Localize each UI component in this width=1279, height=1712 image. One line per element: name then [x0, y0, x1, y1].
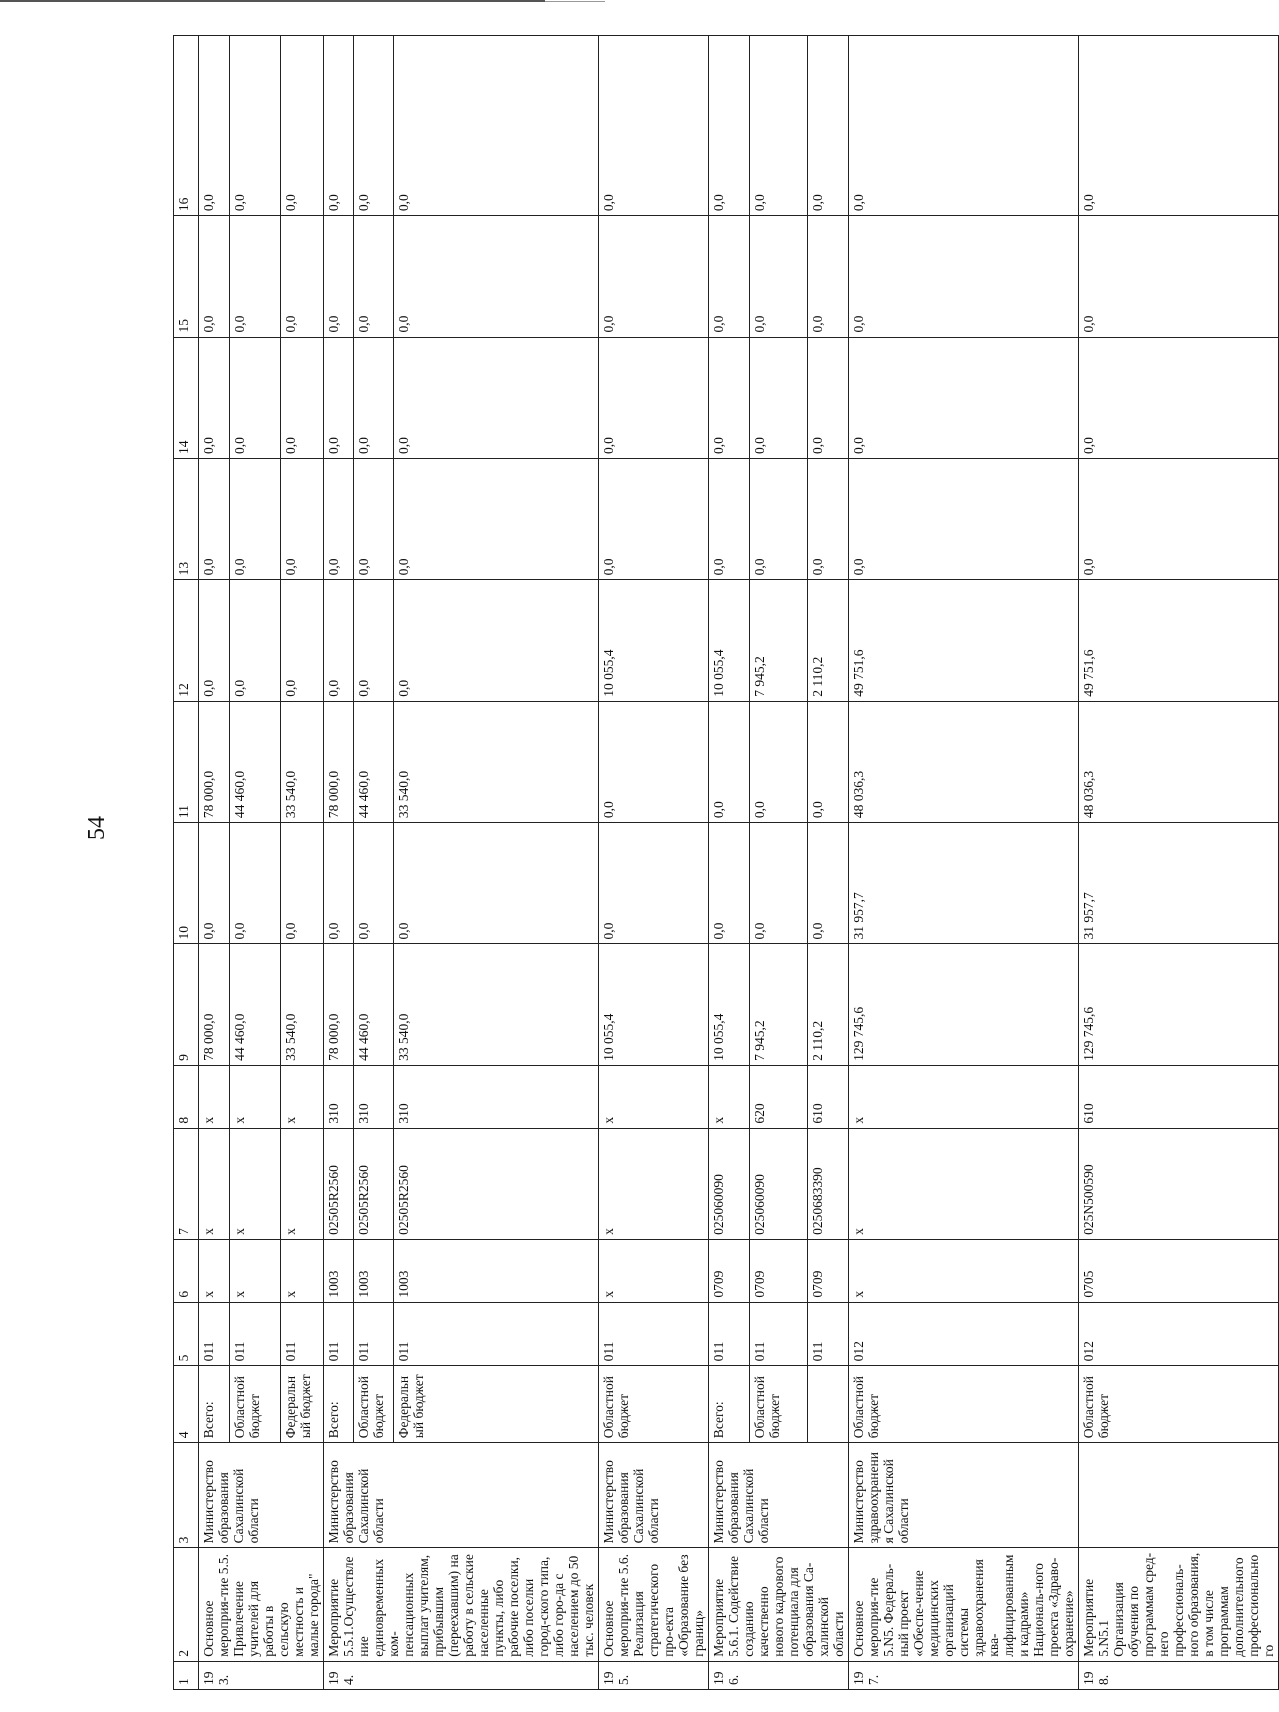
value-cell-c5: 012	[849, 1302, 1079, 1366]
header-cell: 4	[174, 1366, 199, 1443]
value-cell-c8: x	[709, 1065, 750, 1128]
value-cell-c6: 1003	[324, 1239, 354, 1302]
value-cell-c5: 011	[280, 1302, 323, 1366]
header-cell: 11	[174, 701, 199, 822]
value-cell-c13: 0,0	[229, 458, 280, 579]
header-cell: 6	[174, 1239, 199, 1302]
value-cell-c10: 0,0	[709, 823, 750, 944]
value-cell-c16: 0,0	[709, 36, 750, 216]
header-cell: 13	[174, 458, 199, 579]
value-cell-c11: 48 036,3	[1079, 701, 1279, 822]
value-cell-c7: x	[849, 1128, 1079, 1239]
measure-name: Основное мероприя-тие 5.N5. Федераль-ный проект «Обеспе-чение медицинских организаций системы здравоохранения ква-лифицированными кадрами» Националь-ного проекта «Здраво-охранение»	[849, 1548, 1079, 1661]
top-rule	[0, 0, 545, 2]
value-cell-c7: 02505R2560	[324, 1128, 354, 1239]
value-cell-c7: 0250683390	[807, 1128, 848, 1239]
value-cell-c14: 0,0	[709, 337, 750, 458]
table-row	[807, 36, 848, 1690]
value-cell-c10: 0,0	[199, 823, 230, 944]
header-cell: 7	[174, 1128, 199, 1239]
value-cell-c9: 7 945,2	[750, 944, 808, 1065]
value-cell-c7: x	[199, 1128, 230, 1239]
row-number: 194.	[324, 1661, 599, 1689]
executor: Министерство здравоохранения Сахалинской области	[849, 1443, 1079, 1548]
value-cell-c15: 0,0	[1079, 216, 1279, 337]
executor: Министерство образования Сахалинской области	[199, 1443, 324, 1548]
value-cell-c8: 610	[807, 1065, 848, 1128]
value-cell-c10: 0,0	[599, 823, 709, 944]
header-cell: 10	[174, 823, 199, 944]
value-cell-c11: 0,0	[599, 701, 709, 822]
value-cell-c13: 0,0	[393, 458, 598, 579]
value-cell-c16: 0,0	[324, 36, 354, 216]
value-cell-c8: x	[199, 1065, 230, 1128]
value-cell-c11: 0,0	[750, 701, 808, 822]
value-cell-c15: 0,0	[849, 216, 1079, 337]
value-cell-c8: 610	[1079, 1065, 1279, 1128]
value-cell-c14: 0,0	[393, 337, 598, 458]
value-cell-c8: 310	[353, 1065, 393, 1128]
value-cell-c11: 44 460,0	[353, 701, 393, 822]
header-row	[174, 36, 199, 1690]
value-cell-c11: 48 036,3	[849, 701, 1079, 822]
value-cell-c12: 0,0	[393, 580, 598, 701]
value-cell-c15: 0,0	[709, 216, 750, 337]
value-cell-c7: 025060090	[750, 1128, 808, 1239]
value-cell-c5: 011	[750, 1302, 808, 1366]
value-cell-c15: 0,0	[353, 216, 393, 337]
value-cell-c16: 0,0	[280, 36, 323, 216]
value-cell-c9: 129 745,6	[849, 944, 1079, 1065]
value-cell-c6: x	[599, 1239, 709, 1302]
value-cell-c16: 0,0	[199, 36, 230, 216]
top-rule-fragment	[545, 1, 605, 2]
value-cell-c14: 0,0	[229, 337, 280, 458]
row-number: 198.	[1079, 1661, 1279, 1689]
measure-name: Основное мероприя-тие 5.6. Реализация стратегического про-екта «Образование без границ»	[599, 1548, 709, 1661]
value-cell-c6: x	[199, 1239, 230, 1302]
value-cell-c13: 0,0	[849, 458, 1079, 579]
measure-name: Мероприятие 5.N5.1 Организация обучения по программам сред-него профессиональ-ного образования, в том числе программам дополнительного профессионального	[1079, 1548, 1279, 1661]
value-cell-c5: 011	[807, 1302, 848, 1366]
funding-source: Областной бюджет	[849, 1366, 1079, 1443]
value-cell-c13: 0,0	[807, 458, 848, 579]
value-cell-c6: 1003	[353, 1239, 393, 1302]
funding-source: Областной бюджет	[229, 1366, 280, 1443]
value-cell-c9: 78 000,0	[199, 944, 230, 1065]
table-row	[229, 36, 280, 1690]
value-cell-c13: 0,0	[199, 458, 230, 579]
header-cell: 1	[174, 1661, 199, 1689]
value-cell-c5: 011	[324, 1302, 354, 1366]
value-cell-c15: 0,0	[750, 216, 808, 337]
value-cell-c10: 0,0	[229, 823, 280, 944]
table-row	[599, 36, 709, 1690]
value-cell-c7: 02505R2560	[393, 1128, 598, 1239]
value-cell-c12: 10 055,4	[709, 580, 750, 701]
funding-source: Областной бюджет	[353, 1366, 393, 1443]
value-cell-c14: 0,0	[199, 337, 230, 458]
value-cell-c7: 025N500590	[1079, 1128, 1279, 1239]
table-row	[1079, 36, 1279, 1690]
value-cell-c9: 10 055,4	[709, 944, 750, 1065]
funding-source: Областной бюджет	[599, 1366, 709, 1443]
measure-name: Мероприятие 5.5.1.Осуществление единовременных ком-пенсационных выплат учителям, прибывшим (переехавшим) на работу в сельские населенные пункты, либо рабочие поселки, либо поселки город-ского типа, либо горо-да с населением до 50 тыс. человек	[324, 1548, 599, 1661]
value-cell-c13: 0,0	[709, 458, 750, 579]
value-cell-c7: x	[229, 1128, 280, 1239]
row-number: 195.	[599, 1661, 709, 1689]
value-cell-c11: 33 540,0	[280, 701, 323, 822]
value-cell-c10: 31 957,7	[849, 823, 1079, 944]
executor: Министерство образования Сахалинской области	[599, 1443, 709, 1548]
value-cell-c14: 0,0	[324, 337, 354, 458]
value-cell-c15: 0,0	[393, 216, 598, 337]
header-cell: 9	[174, 944, 199, 1065]
value-cell-c9: 10 055,4	[599, 944, 709, 1065]
executor: Министерство образования Сахалинской области	[324, 1443, 599, 1548]
value-cell-c6: 0705	[1079, 1239, 1279, 1302]
value-cell-c9: 78 000,0	[324, 944, 354, 1065]
value-cell-c13: 0,0	[1079, 458, 1279, 579]
value-cell-c10: 0,0	[750, 823, 808, 944]
value-cell-c8: 310	[393, 1065, 598, 1128]
value-cell-c5: 011	[353, 1302, 393, 1366]
header-cell: 14	[174, 337, 199, 458]
header-cell: 15	[174, 216, 199, 337]
value-cell-c12: 0,0	[280, 580, 323, 701]
value-cell-c9: 44 460,0	[353, 944, 393, 1065]
value-cell-c16: 0,0	[1079, 36, 1279, 216]
value-cell-c5: 011	[199, 1302, 230, 1366]
value-cell-c15: 0,0	[229, 216, 280, 337]
table-row	[199, 36, 230, 1690]
value-cell-c16: 0,0	[807, 36, 848, 216]
header-cell: 2	[174, 1548, 199, 1661]
value-cell-c5: 012	[1079, 1302, 1279, 1366]
table-row	[324, 36, 354, 1690]
value-cell-c13: 0,0	[353, 458, 393, 579]
value-cell-c6: x	[280, 1239, 323, 1302]
value-cell-c12: 7 945,2	[750, 580, 808, 701]
value-cell-c14: 0,0	[807, 337, 848, 458]
value-cell-c10: 0,0	[393, 823, 598, 944]
funding-source: Областной бюджет	[750, 1366, 808, 1443]
value-cell-c8: 310	[324, 1065, 354, 1128]
value-cell-c7: x	[280, 1128, 323, 1239]
value-cell-c6: x	[229, 1239, 280, 1302]
executor: Министерство образования Сахалинской области	[709, 1443, 849, 1548]
funding-source: Всего:	[709, 1366, 750, 1443]
value-cell-c11: 0,0	[807, 701, 848, 822]
table-row	[849, 36, 1079, 1690]
table-row	[353, 36, 393, 1690]
value-cell-c5: 011	[709, 1302, 750, 1366]
value-cell-c16: 0,0	[599, 36, 709, 216]
value-cell-c16: 0,0	[353, 36, 393, 216]
value-cell-c14: 0,0	[280, 337, 323, 458]
value-cell-c6: x	[849, 1239, 1079, 1302]
value-cell-c7: 02505R2560	[353, 1128, 393, 1239]
header-cell: 3	[174, 1443, 199, 1548]
value-cell-c13: 0,0	[599, 458, 709, 579]
header-cell: 8	[174, 1065, 199, 1128]
row-number: 196.	[709, 1661, 849, 1689]
value-cell-c12: 49 751,6	[1079, 580, 1279, 701]
table-row	[709, 36, 750, 1690]
value-cell-c12: 2 110,2	[807, 580, 848, 701]
value-cell-c15: 0,0	[599, 216, 709, 337]
value-cell-c8: x	[849, 1065, 1079, 1128]
value-cell-c16: 0,0	[750, 36, 808, 216]
funding-source: Федеральный бюджет	[393, 1366, 598, 1443]
value-cell-c12: 0,0	[229, 580, 280, 701]
value-cell-c13: 0,0	[280, 458, 323, 579]
value-cell-c12: 0,0	[324, 580, 354, 701]
value-cell-c11: 78 000,0	[324, 701, 354, 822]
value-cell-c14: 0,0	[750, 337, 808, 458]
value-cell-c11: 0,0	[709, 701, 750, 822]
value-cell-c13: 0,0	[750, 458, 808, 579]
value-cell-c5: 011	[229, 1302, 280, 1366]
value-cell-c5: 011	[393, 1302, 598, 1366]
value-cell-c16: 0,0	[849, 36, 1079, 216]
header-cell: 5	[174, 1302, 199, 1366]
value-cell-c6: 1003	[393, 1239, 598, 1302]
measure-name: Мероприятие 5.6.1. Содействие созданию качественно нового кадрового потенциала для образования Са-халинской области	[709, 1548, 849, 1661]
value-cell-c7: x	[599, 1128, 709, 1239]
value-cell-c14: 0,0	[1079, 337, 1279, 458]
row-number: 197.	[849, 1661, 1079, 1689]
value-cell-c10: 0,0	[280, 823, 323, 944]
value-cell-c8: x	[280, 1065, 323, 1128]
value-cell-c8: x	[229, 1065, 280, 1128]
value-cell-c14: 0,0	[353, 337, 393, 458]
table-row	[750, 36, 808, 1690]
funding-source	[807, 1366, 848, 1443]
value-cell-c7: 025060090	[709, 1128, 750, 1239]
value-cell-c12: 49 751,6	[849, 580, 1079, 701]
value-cell-c8: 620	[750, 1065, 808, 1128]
value-cell-c9: 33 540,0	[280, 944, 323, 1065]
value-cell-c15: 0,0	[199, 216, 230, 337]
budget-table	[173, 35, 1279, 1690]
value-cell-c8: x	[599, 1065, 709, 1128]
funding-source: Федеральный бюджет	[280, 1366, 323, 1443]
value-cell-c12: 0,0	[199, 580, 230, 701]
value-cell-c9: 33 540,0	[393, 944, 598, 1065]
value-cell-c10: 0,0	[324, 823, 354, 944]
value-cell-c12: 0,0	[353, 580, 393, 701]
value-cell-c16: 0,0	[229, 36, 280, 216]
funding-source: Всего:	[324, 1366, 354, 1443]
value-cell-c13: 0,0	[324, 458, 354, 579]
rotated-table-wrapper	[173, 35, 1276, 1690]
value-cell-c12: 10 055,4	[599, 580, 709, 701]
value-cell-c11: 78 000,0	[199, 701, 230, 822]
funding-source: Областной бюджет	[1079, 1366, 1279, 1443]
value-cell-c10: 31 957,7	[1079, 823, 1279, 944]
value-cell-c10: 0,0	[807, 823, 848, 944]
value-cell-c15: 0,0	[807, 216, 848, 337]
value-cell-c11: 33 540,0	[393, 701, 598, 822]
value-cell-c15: 0,0	[324, 216, 354, 337]
value-cell-c6: 0709	[750, 1239, 808, 1302]
page-number: 54	[84, 816, 110, 840]
table-row	[280, 36, 323, 1690]
value-cell-c9: 129 745,6	[1079, 944, 1279, 1065]
value-cell-c5: 011	[599, 1302, 709, 1366]
value-cell-c9: 44 460,0	[229, 944, 280, 1065]
value-cell-c14: 0,0	[849, 337, 1079, 458]
row-number: 193.	[199, 1661, 324, 1689]
value-cell-c16: 0,0	[393, 36, 598, 216]
header-cell: 16	[174, 36, 199, 216]
value-cell-c11: 44 460,0	[229, 701, 280, 822]
table-row	[393, 36, 598, 1690]
value-cell-c6: 0709	[709, 1239, 750, 1302]
value-cell-c15: 0,0	[280, 216, 323, 337]
value-cell-c10: 0,0	[353, 823, 393, 944]
header-cell: 12	[174, 580, 199, 701]
value-cell-c9: 2 110,2	[807, 944, 848, 1065]
measure-name: Основное мероприя-тие 5.5. Привлечение учителей для работы в сельскую местность и малые города"	[199, 1548, 324, 1661]
value-cell-c6: 0709	[807, 1239, 848, 1302]
executor	[1079, 1443, 1279, 1548]
value-cell-c14: 0,0	[599, 337, 709, 458]
funding-source: Всего:	[199, 1366, 230, 1443]
